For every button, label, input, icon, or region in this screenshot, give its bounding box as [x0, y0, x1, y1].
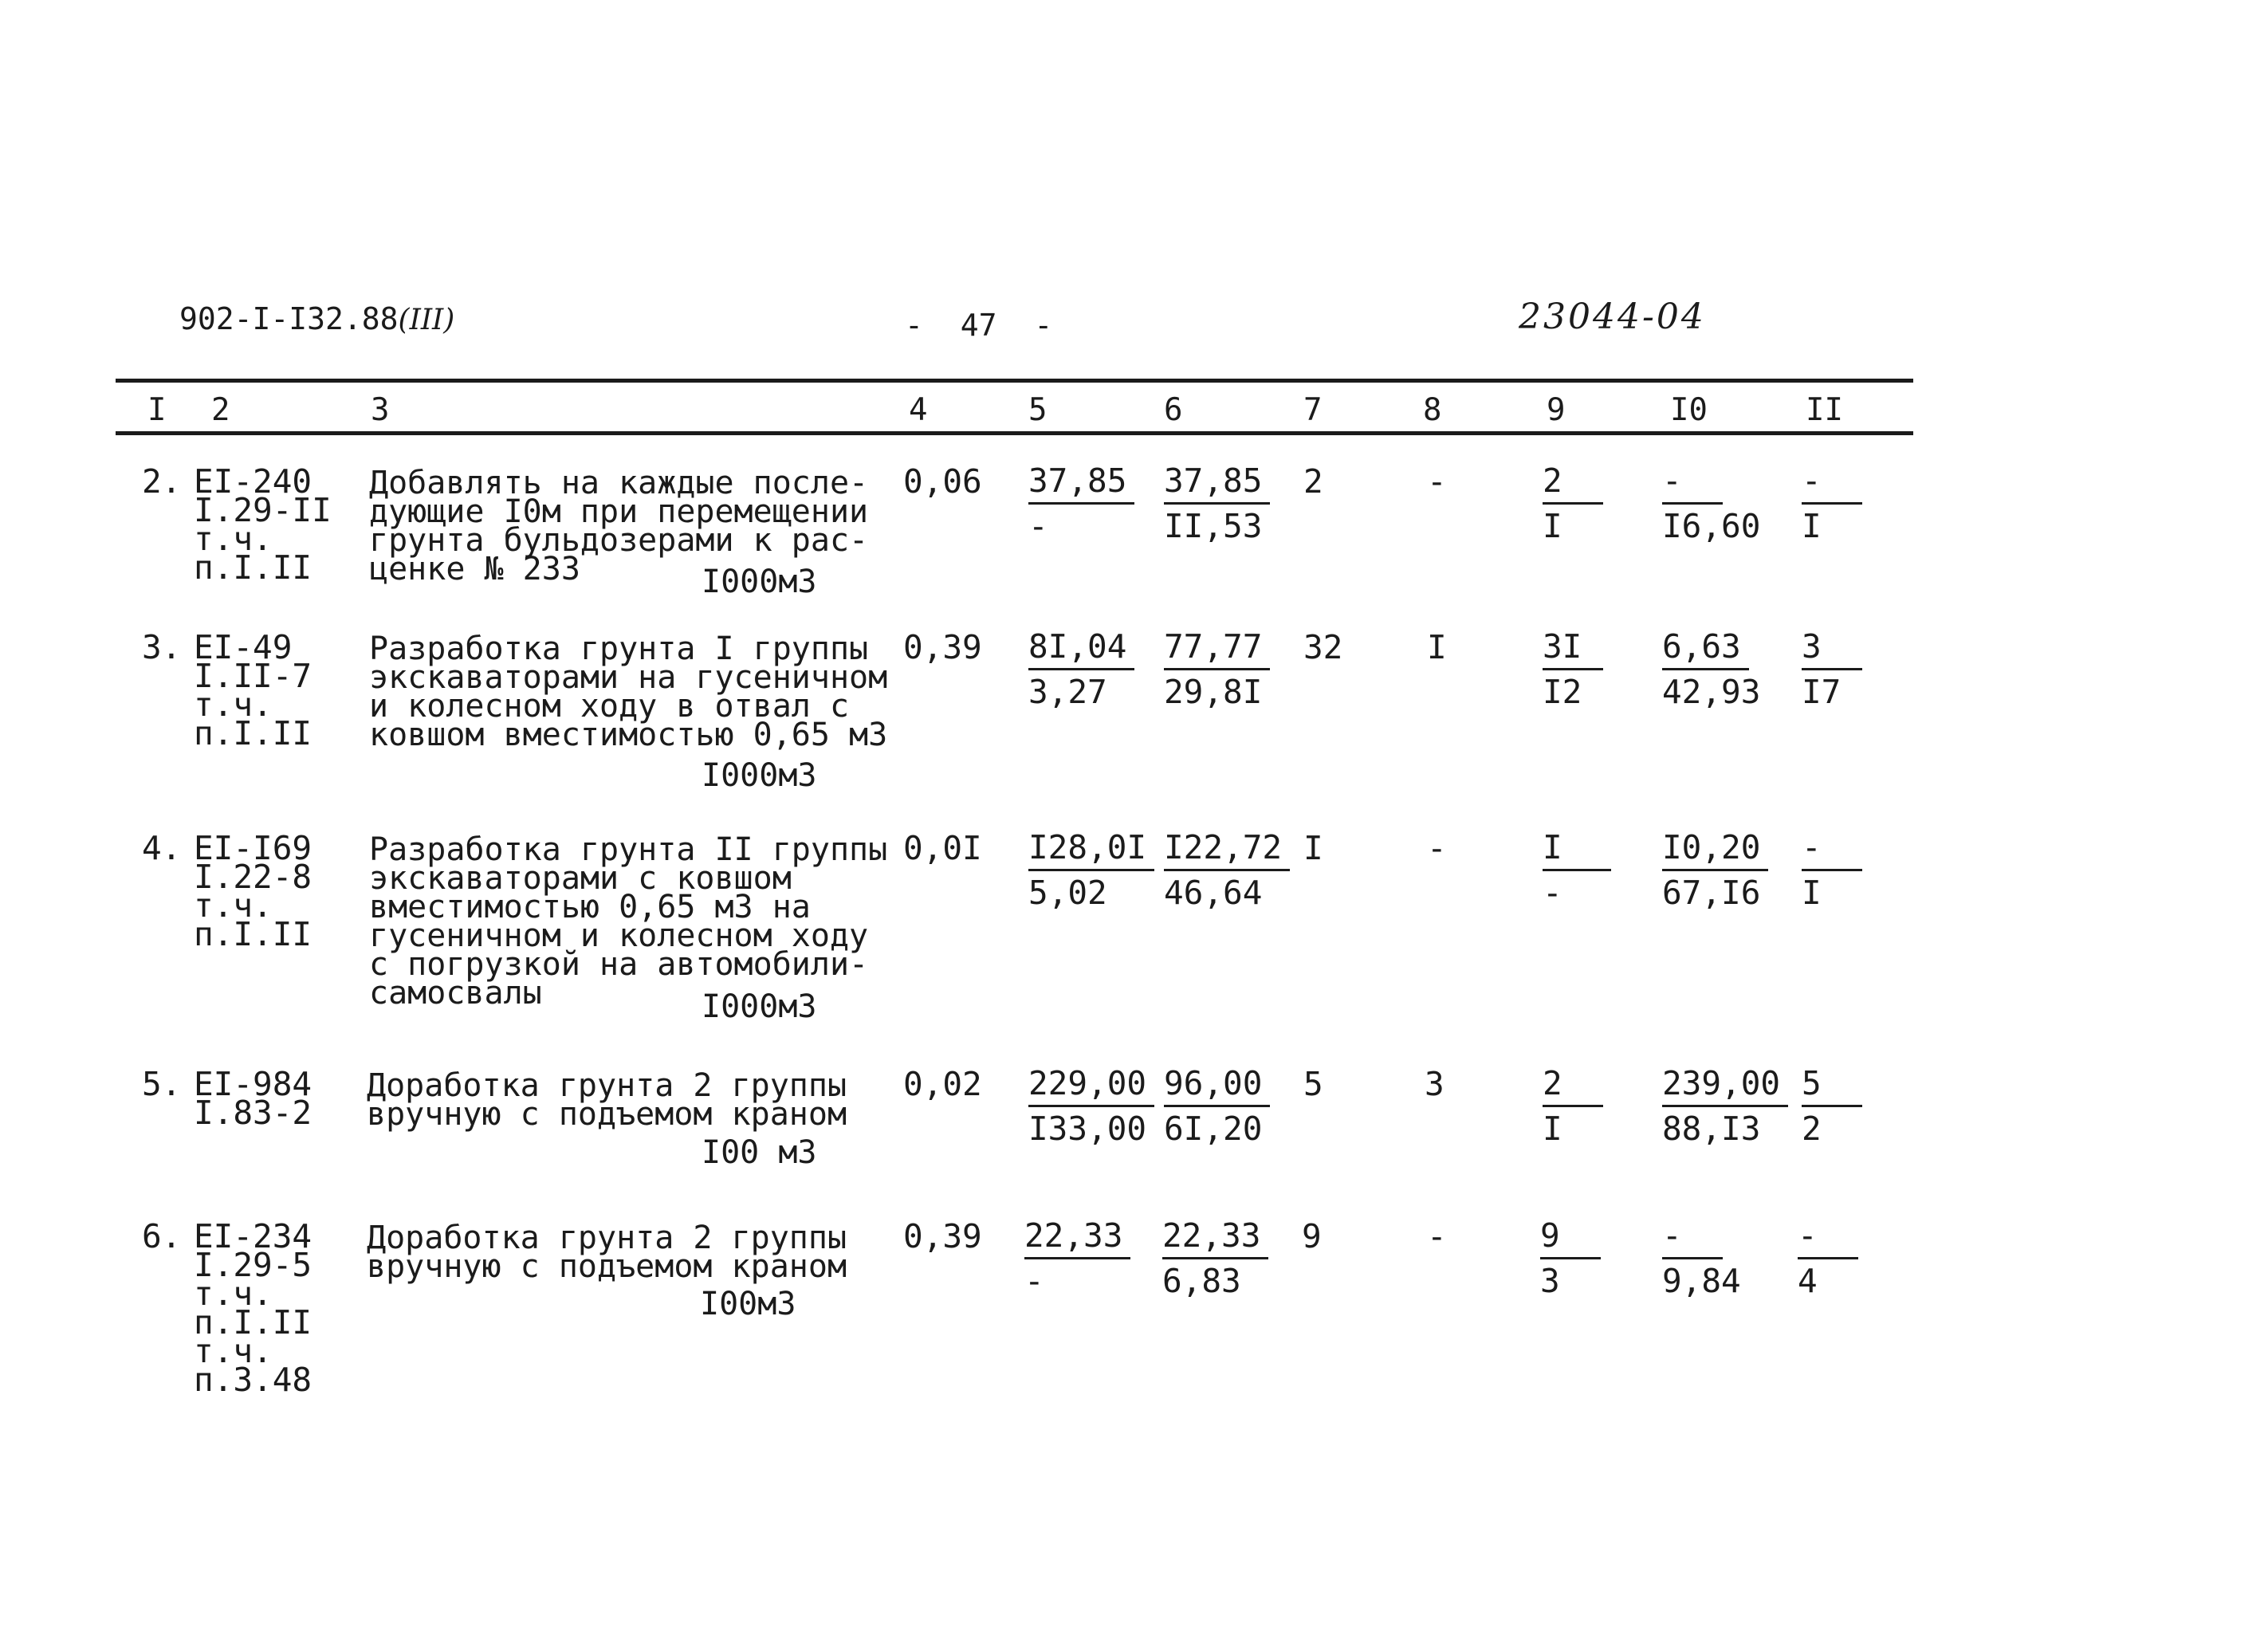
rate-reference: EI-234 I.29-5 т.ч. п.I.II т.ч. п.3.48	[194, 1217, 312, 1399]
column-9-fraction: $\frac{2}{I}$	[1543, 1062, 1603, 1150]
column-8-value: -	[1427, 1217, 1447, 1255]
total-cost-fraction: $\frac{37,85}{II,53}$	[1164, 459, 1270, 548]
column-9-fraction: $\frac{9}{3}$	[1540, 1214, 1601, 1302]
document-code-main: 902-I-I32.88	[179, 301, 399, 336]
column-header: I0	[1670, 392, 1708, 428]
rate-reference: EI-984 I.83-2	[194, 1065, 312, 1132]
unit-cost-fraction: $\frac{229,00}{I33,00}$	[1028, 1062, 1154, 1150]
total-cost-fraction: $\frac{I22,72}{46,64}$	[1164, 826, 1290, 914]
work-description: Разработка грунта I группы экскаваторами на гусеничном и колесном ходу в отвал с ковшом вместимостью 0,65 м3	[369, 631, 888, 753]
work-description: Доработка грунта 2 группы вручную с подъемом краном	[367, 1220, 847, 1285]
column-header: II	[1806, 392, 1843, 428]
column-9-fraction: $\frac{3I}{I2}$	[1543, 625, 1603, 713]
column-11-fraction: $\frac{5}{2}$	[1802, 1062, 1862, 1150]
column-header: I	[147, 392, 167, 428]
column-7-value: I	[1303, 829, 1323, 867]
column-9-fraction: $\frac{2}{I}$	[1543, 459, 1603, 548]
column-11-fraction: - I	[1802, 459, 1862, 548]
column-header: 5	[1028, 392, 1048, 428]
rate-reference: EI-I69 I.22-8 т.ч. п.I.II	[194, 829, 312, 953]
work-description: Добавлять на каждые после- дующие I0м при перемещении грунта бульдозерами к рас- ценке № 233	[369, 465, 869, 587]
unit-cost-fraction: $\frac{I28,0I}{5,02}$	[1028, 826, 1154, 914]
column-header: 7	[1303, 392, 1323, 428]
rate-reference: EI-49 I.II-7 т.ч. п.I.II	[194, 628, 312, 752]
total-cost-fraction: $\frac{96,00}{6I,20}$	[1164, 1062, 1270, 1150]
quantity: 0,02	[903, 1065, 982, 1103]
column-10-fraction: $\frac{239,00}{88,I3}$	[1662, 1062, 1788, 1150]
unit-cost-fraction: $\frac{8I,04}{3,27}$	[1028, 625, 1134, 713]
row-number: 3.	[142, 628, 182, 666]
column-10-fraction: - I6,60	[1662, 459, 1760, 548]
document-code	[179, 301, 454, 336]
column-9-fraction: I -	[1543, 826, 1611, 914]
column-header: 3	[371, 392, 390, 428]
unit-of-measure: I000м3	[702, 757, 817, 794]
unit-cost-fraction: 22,33 -	[1024, 1214, 1130, 1302]
row-number: 4.	[142, 829, 182, 867]
work-description: Разработка грунта II группы экскаваторами с ковшом вместимостью 0,65 м3 на гусеничном и колесном ходу с погрузкой на автомобили- самосвалы	[369, 831, 888, 1012]
column-8-value: I	[1427, 628, 1447, 666]
column-10-fraction: - 9,84	[1662, 1214, 1741, 1302]
table-header-rule	[116, 431, 1913, 435]
quantity: 0,06	[903, 462, 982, 501]
column-11-fraction: $\frac{3}{I7}$	[1802, 625, 1862, 713]
column-11-fraction: - 4	[1798, 1214, 1858, 1302]
document-code-suffix: (III)	[398, 304, 455, 336]
quantity: 0,0I	[903, 829, 982, 867]
column-header: 9	[1547, 392, 1566, 428]
column-header: 4	[909, 392, 928, 428]
row-number: 5.	[142, 1065, 182, 1103]
page-number: - 47 -	[905, 308, 1053, 343]
quantity: 0,39	[903, 1217, 982, 1255]
unit-cost-fraction: 37,85 -	[1028, 459, 1134, 548]
total-cost-fraction: $\frac{22,33}{6,83}$	[1162, 1214, 1268, 1302]
column-11-fraction: - I	[1802, 826, 1862, 914]
row-number: 2.	[142, 462, 182, 501]
table-top-rule	[116, 379, 1913, 383]
column-7-value: 2	[1303, 462, 1323, 501]
total-cost-fraction: $\frac{77,77}{29,8I}$	[1164, 625, 1270, 713]
column-8-value: 3	[1425, 1065, 1445, 1103]
column-7-value: 9	[1302, 1217, 1322, 1255]
rate-reference: EI-240 I.29-II т.ч. п.I.II	[194, 462, 332, 587]
column-10-fraction: $\frac{6,63}{42,93}$	[1662, 625, 1760, 713]
column-10-fraction: $\frac{I0,20}{67,I6}$	[1662, 826, 1768, 914]
column-header: 2	[211, 392, 230, 428]
work-description: Доработка грунта 2 группы вручную с подъемом краном	[367, 1067, 847, 1133]
unit-of-measure: I00м3	[700, 1286, 796, 1322]
row-number: 6.	[142, 1217, 182, 1255]
column-7-value: 5	[1303, 1065, 1323, 1103]
quantity: 0,39	[903, 628, 982, 666]
column-8-value: -	[1427, 462, 1447, 501]
column-header: 8	[1423, 392, 1442, 428]
unit-of-measure: I000м3	[702, 564, 817, 600]
column-7-value: 32	[1303, 628, 1343, 666]
unit-of-measure: I00 м3	[702, 1134, 817, 1171]
column-header: 6	[1164, 392, 1183, 428]
inventory-number: 23044-04	[1519, 297, 1706, 337]
unit-of-measure: I000м3	[702, 988, 817, 1025]
column-8-value: -	[1427, 829, 1447, 867]
